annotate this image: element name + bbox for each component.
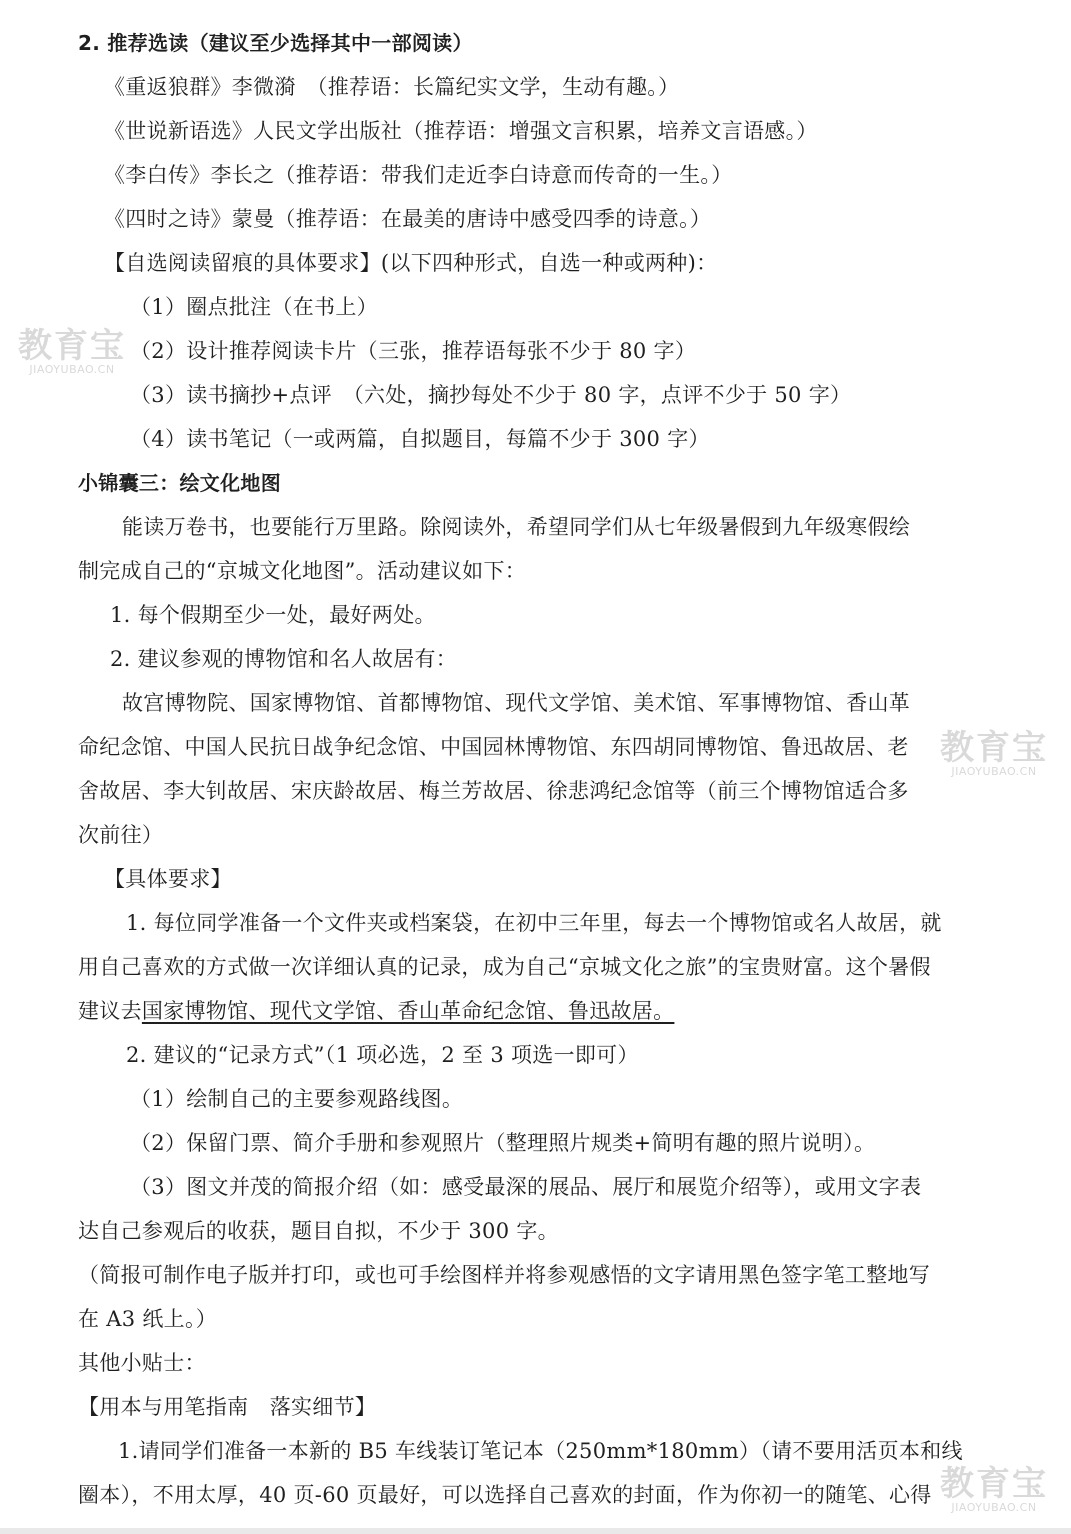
line-text: 1. 每个假期至少一处，最好两处。 [110, 603, 436, 627]
text-line [78, 952, 931, 982]
line-text: 小锦囊三：绘文化地图 [78, 471, 281, 495]
section-heading [78, 28, 473, 58]
text-line [130, 1128, 875, 1158]
text-line [104, 864, 232, 894]
watermark-url: JIAOYUBAO.CN [951, 1501, 1037, 1514]
text-line [110, 644, 457, 674]
watermark-url: JIAOYUBAO.CN [29, 363, 115, 376]
text-line [130, 1084, 463, 1114]
line-text: 1.请同学们准备一本新的 B5 车线装订笔记本（250mm*180mm）（请不要用活页本和线 [118, 1439, 963, 1463]
watermark-right-bottom [940, 1466, 1048, 1514]
text-line [104, 160, 733, 190]
line-text: 2. 建议的“记录方式”（1 项必选，2 至 3 项选一即可） [126, 1043, 639, 1067]
text-line [78, 556, 526, 586]
line-text: 建议去 [78, 999, 142, 1023]
text-line [78, 996, 674, 1026]
line-text: （2）设计推荐阅读卡片（三张，推荐语每张不少于 80 字） [130, 339, 697, 363]
text-line [110, 600, 436, 630]
line-text: 《四时之诗》蒙曼（推荐语：在最美的唐诗中感受四季的诗意。） [104, 207, 712, 231]
text-line [126, 908, 942, 938]
text-line [122, 512, 910, 542]
text-line [104, 204, 711, 234]
text-line [78, 1304, 217, 1334]
text-line [78, 1480, 932, 1510]
page-bottom-edge [0, 1528, 1071, 1534]
watermark-title: 教育宝 [940, 728, 1048, 768]
section-heading [78, 468, 281, 498]
text-line [78, 732, 909, 762]
line-text: 【用本与用笔指南 落实细节】 [78, 1395, 377, 1419]
line-text: （1）绘制自己的主要参观路线图。 [130, 1087, 464, 1111]
watermark-right-middle [940, 730, 1048, 778]
text-line [104, 248, 717, 278]
text-line [104, 72, 679, 102]
line-text: 《李白传》李长之（推荐语：带我们走近李白诗意而传奇的一生。） [104, 163, 733, 187]
text-line [118, 1436, 963, 1466]
line-text: 次前往） [78, 823, 164, 847]
line-text: 2. 建议参观的博物馆和名人故居有： [110, 647, 458, 671]
watermark-left [18, 328, 126, 376]
line-text: （4）读书笔记（一或两篇，自拟题目，每篇不少于 300 字） [130, 427, 710, 451]
line-text: 制完成自己的“京城文化地图”。活动建议如下： [78, 559, 527, 583]
line-text: 用自己喜欢的方式做一次详细认真的记录，成为自己“京城文化之旅”的宝贵财富。这个暑假 [78, 955, 931, 979]
line-text: （简报可制作电子版并打印，或也可手绘图样并将参观感悟的文字请用黑色签字笔工整地写 [78, 1263, 930, 1287]
line-text: （3）图文并茂的简报介绍（如：感受最深的展品、展厅和展览介绍等），或用文字表 [130, 1175, 922, 1199]
text-line [130, 336, 696, 366]
watermark-url: JIAOYUBAO.CN [951, 765, 1037, 778]
line-text: 达自己参观后的收获，题目自拟，不少于 300 字。 [78, 1219, 559, 1243]
line-text: 2. 推荐选读（建议至少选择其中一部阅读） [78, 31, 473, 55]
line-text: （1）圈点批注（在书上） [130, 295, 378, 319]
line-text: （3）读书摘抄+点评 （六处，摘抄每处不少于 80 字，点评不少于 50 字） [130, 383, 852, 407]
text-line [78, 1260, 930, 1290]
line-text: 舍故居、李大钊故居、宋庆龄故居、梅兰芳故居、徐悲鸿纪念馆等（前三个博物馆适合多 [78, 779, 909, 803]
line-text: 在 A3 纸上。） [78, 1307, 218, 1331]
text-line [126, 1040, 639, 1070]
text-line [78, 1392, 376, 1422]
line-text: 1. 每位同学准备一个文件夹或档案袋，在初中三年里，每去一个博物馆或名人故居，就 [126, 911, 942, 935]
text-line [130, 380, 851, 410]
text-line [78, 1348, 206, 1378]
text-line [78, 776, 909, 806]
line-text: 能读万卷书，也要能行万里路。除阅读外，希望同学们从七年级暑假到九年级寒假绘 [122, 515, 911, 539]
text-line [122, 688, 910, 718]
line-text: 其他小贴士： [78, 1351, 206, 1375]
line-text: 《重返狼群》李微漪 （推荐语：长篇纪实文学，生动有趣。） [104, 75, 680, 99]
text-line [78, 1216, 559, 1246]
line-text: 命纪念馆、中国人民抗日战争纪念馆、中国园林博物馆、东四胡同博物馆、鲁迅故居、老 [78, 735, 909, 759]
watermark-title: 教育宝 [940, 1464, 1048, 1504]
text-line [130, 424, 710, 454]
text-line [78, 820, 163, 850]
line-text: （2）保留门票、简介手册和参观照片（整理照片规类+简明有趣的照片说明）。 [130, 1131, 876, 1155]
watermark-title: 教育宝 [18, 326, 126, 366]
underlined-recommendation: 国家博物馆、现代文学馆、香山革命纪念馆、鲁迅故居。 [141, 999, 675, 1023]
text-line [104, 116, 818, 146]
line-text: 《世说新语选》人民文学出版社（推荐语：增强文言积累，培养文言语感。） [104, 119, 818, 143]
text-line [130, 1172, 921, 1202]
text-line [130, 292, 378, 322]
line-text: 【自选阅读留痕的具体要求】(以下四种形式，自选一种或两种)： [104, 251, 718, 275]
line-text: 【具体要求】 [104, 867, 232, 891]
line-text: 圈本），不用太厚，40 页-60 页最好，可以选择自己喜欢的封面，作为你初一的随笔、心得 [78, 1483, 932, 1507]
line-text: 故宫博物院、国家博物馆、首都博物馆、现代文学馆、美术馆、军事博物馆、香山革 [122, 691, 911, 715]
